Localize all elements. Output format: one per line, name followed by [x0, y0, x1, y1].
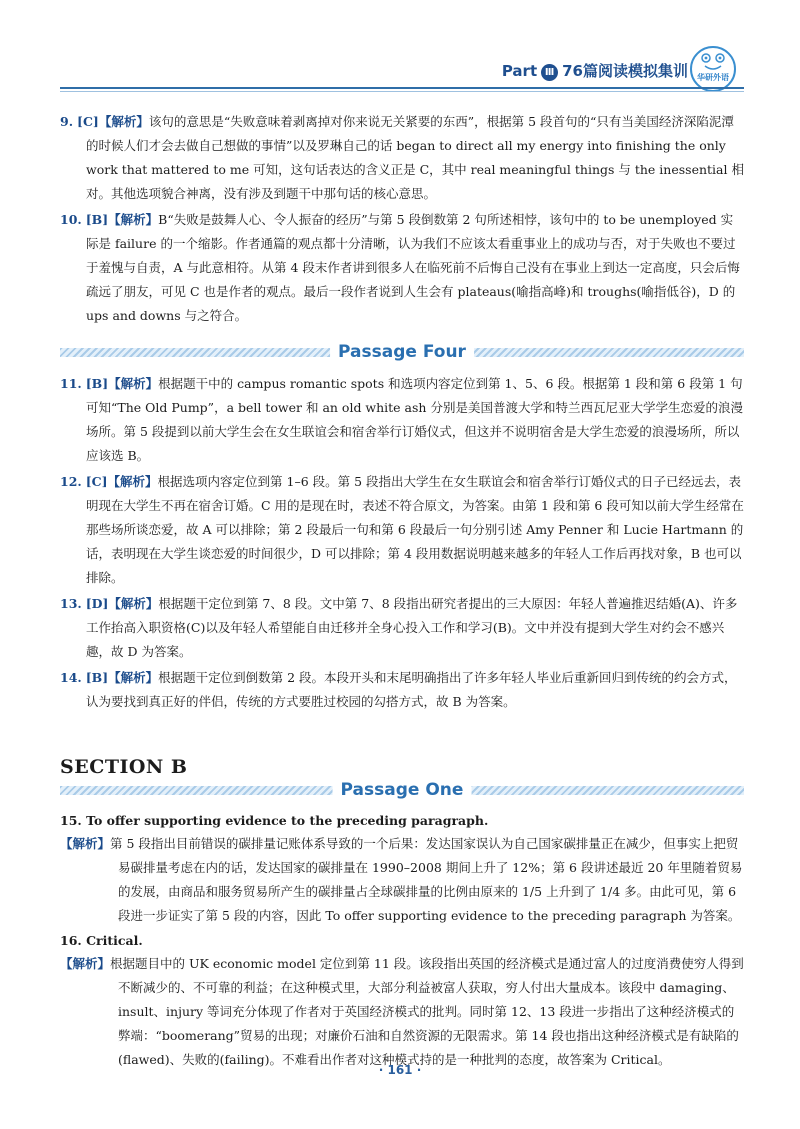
part-number-badge: Ⅲ [541, 64, 558, 81]
page-number: · 161 · [378, 1063, 422, 1077]
question-number: 12. [60, 474, 82, 489]
analysis-text: 根据题目中的 UK economic model 定位到第 11 段。该段指出英国的经济模式是通过富人的过度消费使穷人得到不断减少的、不可靠的利益；在这种模式里，大部分利益被富人获取，穷人付出大量成本。该段中 damaging、insult、injury 等词充分体现了作者对于英国经济模式的批判。同时第 12、13 段进一步指出了这种经济模式的弊端：“boomerang”贸易的出现；对廉价石油和自然资源的无限需求。第 14 段也指出这种经济模式是有缺陷的(flawed)、失败的(failing)。不难看出作者对这种模式持的是一种批判的态度，故答案为 Critical。 [110, 956, 744, 1067]
answer-item [60, 470, 744, 590]
answer-choice: [C] [85, 474, 108, 489]
analysis-text: B“失败是鼓舞人心、令人振奋的经历”与第 5 段倒数第 2 句所述相悖，该句中的 to be unemployed 实际是 failure 的一个缩影。作者通篇的观点都十分清晰，认为我们不应该太看重事业上的成功与否，对于失败也不要过于羞愧与自责，A 与此意相符。从第 4 段末作者讲到很多人在临死前不后悔自己没有在事业上到达一定高度，只会后悔疏远了朋友，可见 C 也是作者的观点。最后一段作者说到人生会有 plateaus(喻指高峰)和 troughs(喻指低谷)，D 的 ups and downs 与之符合。 [86, 212, 740, 323]
question-number: 14. [60, 670, 82, 685]
header-rule-thin [60, 91, 744, 92]
answer-choice: [B] [85, 212, 109, 227]
passage-title: Passage Four [330, 340, 474, 364]
section-title: SECTION B [60, 756, 188, 778]
analysis-tag: 【解析】 [98, 114, 149, 129]
question-number: 9. [60, 114, 74, 129]
logo-text: 华研外语 [697, 73, 729, 82]
analysis-tag: 【解析】 [60, 956, 111, 971]
question-number: 10. [60, 212, 82, 227]
analysis-text: 该句的意思是“失败意味着剥离掉对你来说无关紧要的东西”，根据第 5 段首句的“只有当美国经济深陷泥潭的时候人们才会去做自己想做的事情”以及罗琳自己的话 began to direct all my energy into finishing the only work that mattered to me 可知，这句话表达的含义正是 C，其中 real meaningful things 与 the inessential 相对。其他选项貌合神离，没有涉及到题干中那句话的核心意思。 [86, 114, 744, 201]
analysis-text: 根据题干中的 campus romantic spots 和选项内容定位到第 1、5、6 段。根据第 1 段和第 6 段第 1 句可知“The Old Pump”，a bell tower 和 an old white ash 分别是美国普渡大学和特兰西瓦尼亚大学学生恋爱的浪漫场所。第 5 段提到以前大学生会在女生联谊会和宿舍举行订婚仪式，但这并不说明宿舍是大学生恋爱的浪漫场所，所以应该选 B。 [86, 376, 743, 463]
passage-title: Passage One [333, 778, 472, 802]
answer-choice: [C] [77, 114, 99, 129]
answer-choice: [D] [85, 596, 109, 611]
question-heading: 16. Critical. [60, 933, 143, 948]
answer-item [60, 832, 744, 928]
answer-item [60, 666, 744, 714]
analysis-text: 第 5 段指出目前错误的碳排量记账体系导致的一个后果：发达国家误认为自己国家碳排量正在减少，但事实上把贸易碳排量考虑在内的话，发达国家的碳排量在 1990–2008 期间上升了 12%；第 6 段讲述最近 20 年里随着贸易的发展，由商品和服务贸易所产生的碳排量占全球碳排量的比例由原来的 1/5 上升到了 1/4 多。由此可见，第 6 段进一步证实了第 5 段的内容，因此 To offer supporting evidence to the preceding paragraph 为答案。 [110, 836, 743, 923]
question-number: 11. [60, 376, 82, 391]
header-title [502, 60, 688, 81]
analysis-text: 根据选项内容定位到第 1–6 段。第 5 段指出大学生在女生联谊会和宿舍举行订婚仪式的日子已经远去，表明现在大学生不再在宿舍订婚。C 用的是现在时，表述不符合原文，为答案。由第 1 段和第 6 段可知以前大学生经常在那些场所谈恋爱，故 A 可以排除；第 2 段最后一句和第 6 段最后一句分别引述 Amy Penner 和 Lucie Hartmann 的话，表明现在大学生谈恋爱的时间很少，D 可以排除；第 4 段用数据说明越来越多的年轻人工作后再找对象，B 也可以排除。 [86, 474, 744, 585]
passage-one-banner [60, 778, 744, 804]
book-title: 76篇阅读模拟集训 [562, 62, 688, 80]
question-heading: 15. To offer supporting evidence to the preceding paragraph. [60, 813, 489, 828]
answer-item [60, 208, 744, 328]
part-prefix: Part [501, 62, 538, 80]
page-header [0, 44, 800, 100]
answer-item [60, 110, 744, 206]
answer-choice: [B] [85, 376, 109, 391]
answer-item [60, 372, 744, 468]
publisher-logo [690, 46, 736, 92]
analysis-tag: 【解析】 [108, 596, 159, 611]
passage-four-banner [60, 340, 744, 366]
content [60, 110, 744, 1074]
analysis-tag: 【解析】 [107, 474, 158, 489]
analysis-tag: 【解析】 [108, 670, 159, 685]
answer-choice: [B] [85, 670, 109, 685]
answer-item [60, 592, 744, 664]
analysis-tag: 【解析】 [108, 376, 159, 391]
analysis-text: 根据题干定位到第 7、8 段。文中第 7、8 段指出研究者提出的三大原因：年轻人普遍推迟结婚(A)、许多工作抬高入职资格(C)以及年轻人希望能自由迁移并全身心投入工作和学习(B)。文中并没有提到大学生对约会不感兴趣，故 D 为答案。 [86, 596, 738, 659]
question-number: 13. [60, 596, 82, 611]
analysis-text: 根据题干定位到倒数第 2 段。本段开头和末尾明确指出了许多年轻人毕业后重新回归到传统的约会方式，认为要找到真正好的伴侣，传统的方式要胜过校园的勾搭方式，故 B 为答案。 [86, 670, 737, 709]
header-rule [60, 87, 744, 89]
analysis-tag: 【解析】 [60, 836, 111, 851]
analysis-tag: 【解析】 [108, 212, 159, 227]
answer-item [60, 952, 744, 1072]
